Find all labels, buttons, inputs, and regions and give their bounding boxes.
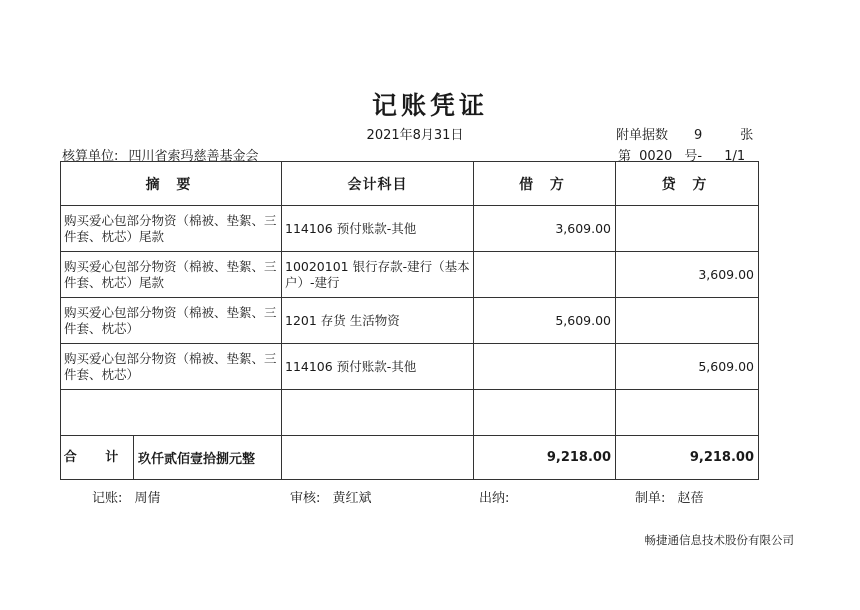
row-credit (616, 390, 759, 436)
row-summary: 购买爱心包部分物资（棉被、垫絮、三件套、枕芯）尾款 (61, 206, 282, 252)
voucher-date: 2021年8月31日 (366, 128, 464, 143)
voucher-number-prefix: 第 (618, 149, 632, 164)
total-row (61, 436, 759, 480)
bookkeeper-signature (92, 487, 161, 506)
total-label: 合 计 (61, 436, 134, 479)
table-row (61, 298, 759, 344)
voucher-page: 1/1 (724, 149, 746, 164)
attachment-count: 9 (694, 128, 703, 143)
total-account-blank (282, 436, 474, 480)
row-summary: 购买爱心包部分物资（棉被、垫絮、三件套、枕芯） (61, 298, 282, 344)
row-account: 10020101 银行存款-建行（基本户）-建行 (282, 252, 474, 298)
header-debit: 借 方 (474, 162, 616, 206)
accounting-unit-name: 四川省索玛慈善基金会 (128, 149, 259, 164)
row-debit: 5,609.00 (474, 298, 616, 344)
header-summary: 摘 要 (61, 162, 282, 206)
total-credit: 9,218.00 (616, 436, 759, 480)
row-account: 114106 预付账款-其他 (282, 206, 474, 252)
row-credit (616, 206, 759, 252)
header-credit: 贷 方 (616, 162, 759, 206)
row-debit (474, 390, 616, 436)
total-debit: 9,218.00 (474, 436, 616, 480)
voucher-number-suffix: 号- (684, 149, 703, 164)
table-row (61, 206, 759, 252)
row-summary: 购买爱心包部分物资（棉被、垫絮、三件套、枕芯） (61, 344, 282, 390)
total-amount-words: 玖仟贰佰壹拾捌元整 (138, 452, 256, 467)
cashier-label: 出纳: (479, 491, 510, 506)
voucher-table (60, 161, 759, 480)
bookkeeper-name: 周倩 (134, 491, 161, 506)
row-credit: 5,609.00 (616, 344, 759, 390)
reviewer-signature (290, 487, 372, 506)
reviewer-label: 审核: (290, 491, 321, 506)
row-debit (474, 252, 616, 298)
table-header-row (61, 162, 759, 206)
table-row (61, 344, 759, 390)
row-credit: 3,609.00 (616, 252, 759, 298)
reviewer-name: 黄红斌 (332, 491, 372, 506)
attachment-unit: 张 (740, 128, 754, 143)
accounting-unit-label: 核算单位: (62, 149, 119, 164)
preparer-signature (635, 487, 704, 506)
attachment-label: 附单据数 (616, 128, 669, 143)
table-row (61, 390, 759, 436)
cashier-signature (479, 487, 517, 506)
voucher-number-value: 0020 (639, 149, 673, 164)
table-row (61, 252, 759, 298)
preparer-label: 制单: (635, 491, 666, 506)
total-cell (61, 436, 282, 480)
attachment-info (616, 124, 753, 143)
row-debit (474, 344, 616, 390)
bookkeeper-label: 记账: (92, 491, 123, 506)
row-account: 1201 存货 生活物资 (282, 298, 474, 344)
preparer-name: 赵蓓 (677, 491, 704, 506)
row-summary (61, 390, 282, 436)
row-credit (616, 298, 759, 344)
row-summary: 购买爱心包部分物资（棉被、垫絮、三件套、枕芯）尾款 (61, 252, 282, 298)
row-account (282, 390, 474, 436)
voucher-title: 记账凭证 (371, 91, 488, 120)
row-debit: 3,609.00 (474, 206, 616, 252)
row-account: 114106 预付账款-其他 (282, 344, 474, 390)
header-account: 会计科目 (282, 162, 474, 206)
software-vendor: 畅捷通信息技术股份有限公司 (644, 533, 794, 547)
